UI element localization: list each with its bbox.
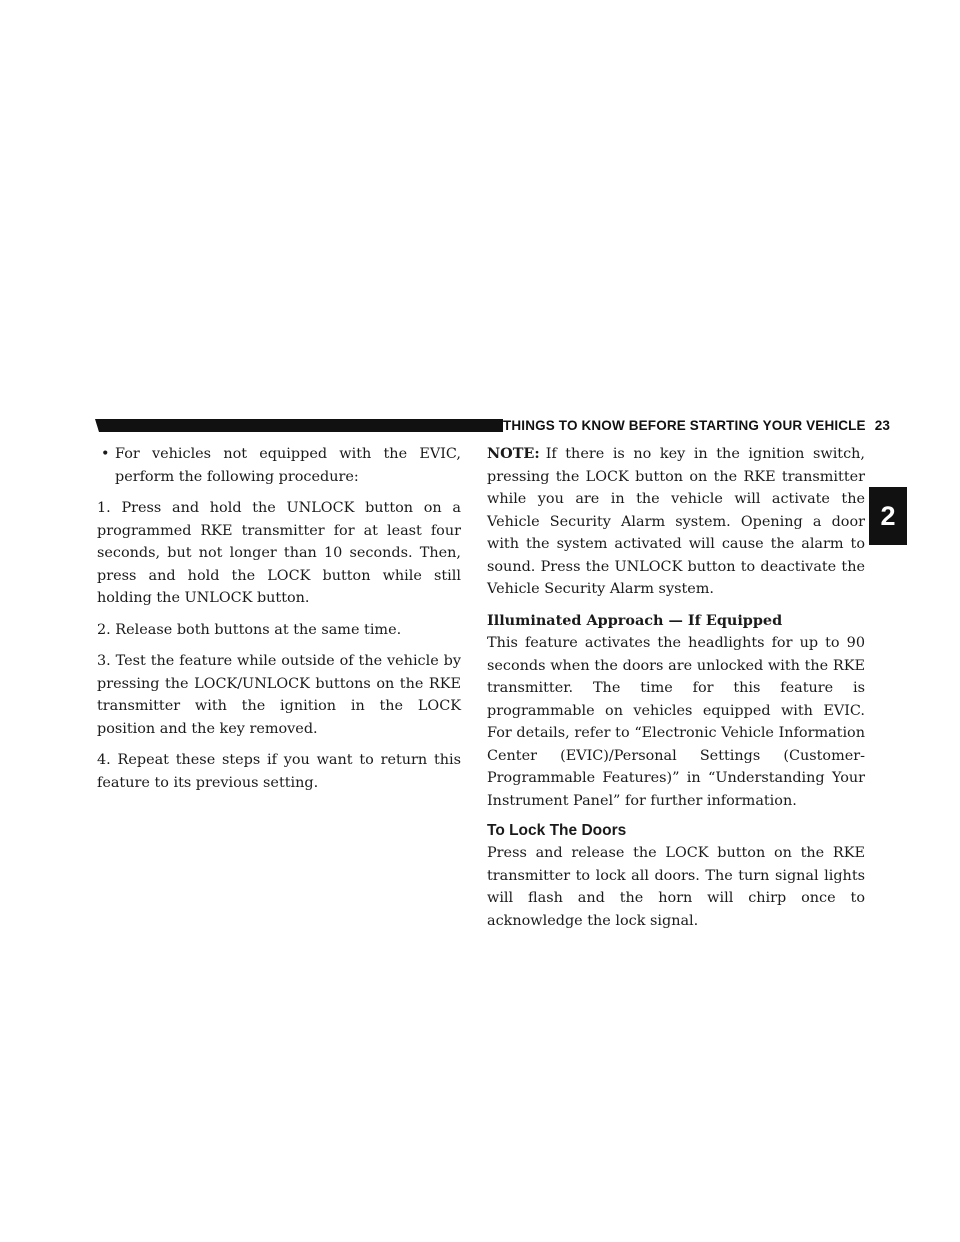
left-column [97,443,461,803]
note-label: NOTE: [487,445,540,462]
illuminated-approach-heading: Illuminated Approach — If Equipped [487,611,783,629]
right-column [487,443,865,932]
note-text: If there is no key in the ignition switch, pressing the LOCK button on the RKE transmitter while you are in the vehicle will activate the Vehicle Security Alarm system. Opening a door with the system activated will cause the alarm to sound. Press the UNLOCK button to deactivate the Vehicle Security Alarm system. [487,446,865,597]
bullet-text: For vehicles not equipped with the EVIC, perform the following procedure: [115,446,461,485]
header-title: THINGS TO KNOW BEFORE STARTING YOUR VEHICLE [503,418,866,433]
step-3: 3. Test the feature while outside of the vehicle by pressing the LOCK/UNLOCK buttons on the RKE transmitter with the ignition in the LOCK position and the key removed. [97,653,461,737]
illuminated-approach-text: This feature activates the headlights for up to 90 seconds when the doors are unlocked with the RKE transmitter. The time for this feature is programmable on vehicles equipped with EVIC. For details, refer to “Electronic Vehicle Information Center (EVIC)/Personal Settings (Customer-Programmable Features)” in “Understanding Your Instrument Panel” for further information. [487,635,865,809]
bullet-icon: • [101,446,110,462]
bullet-item [97,443,461,488]
chapter-tab: 2 [869,487,907,545]
page-number: 23 [874,418,891,433]
lock-doors-text: Press and release the LOCK button on the RKE transmitter to lock all doors. The turn signal lights will flash and the horn will chirp once to acknowledge the lock signal. [487,845,865,929]
step-4: 4. Repeat these steps if you want to return this feature to its previous setting. [97,752,461,791]
running-header [503,416,891,436]
step-1: 1. Press and hold the UNLOCK button on a programmed RKE transmitter for at least four seconds, but not longer than 10 seconds. Then, press and hold the LOCK button while still holding the UNLOCK button. [97,500,461,606]
note-paragraph [487,443,865,601]
lock-doors-heading: To Lock The Doors [487,822,627,839]
step-2: 2. Release both buttons at the same time. [97,621,402,638]
